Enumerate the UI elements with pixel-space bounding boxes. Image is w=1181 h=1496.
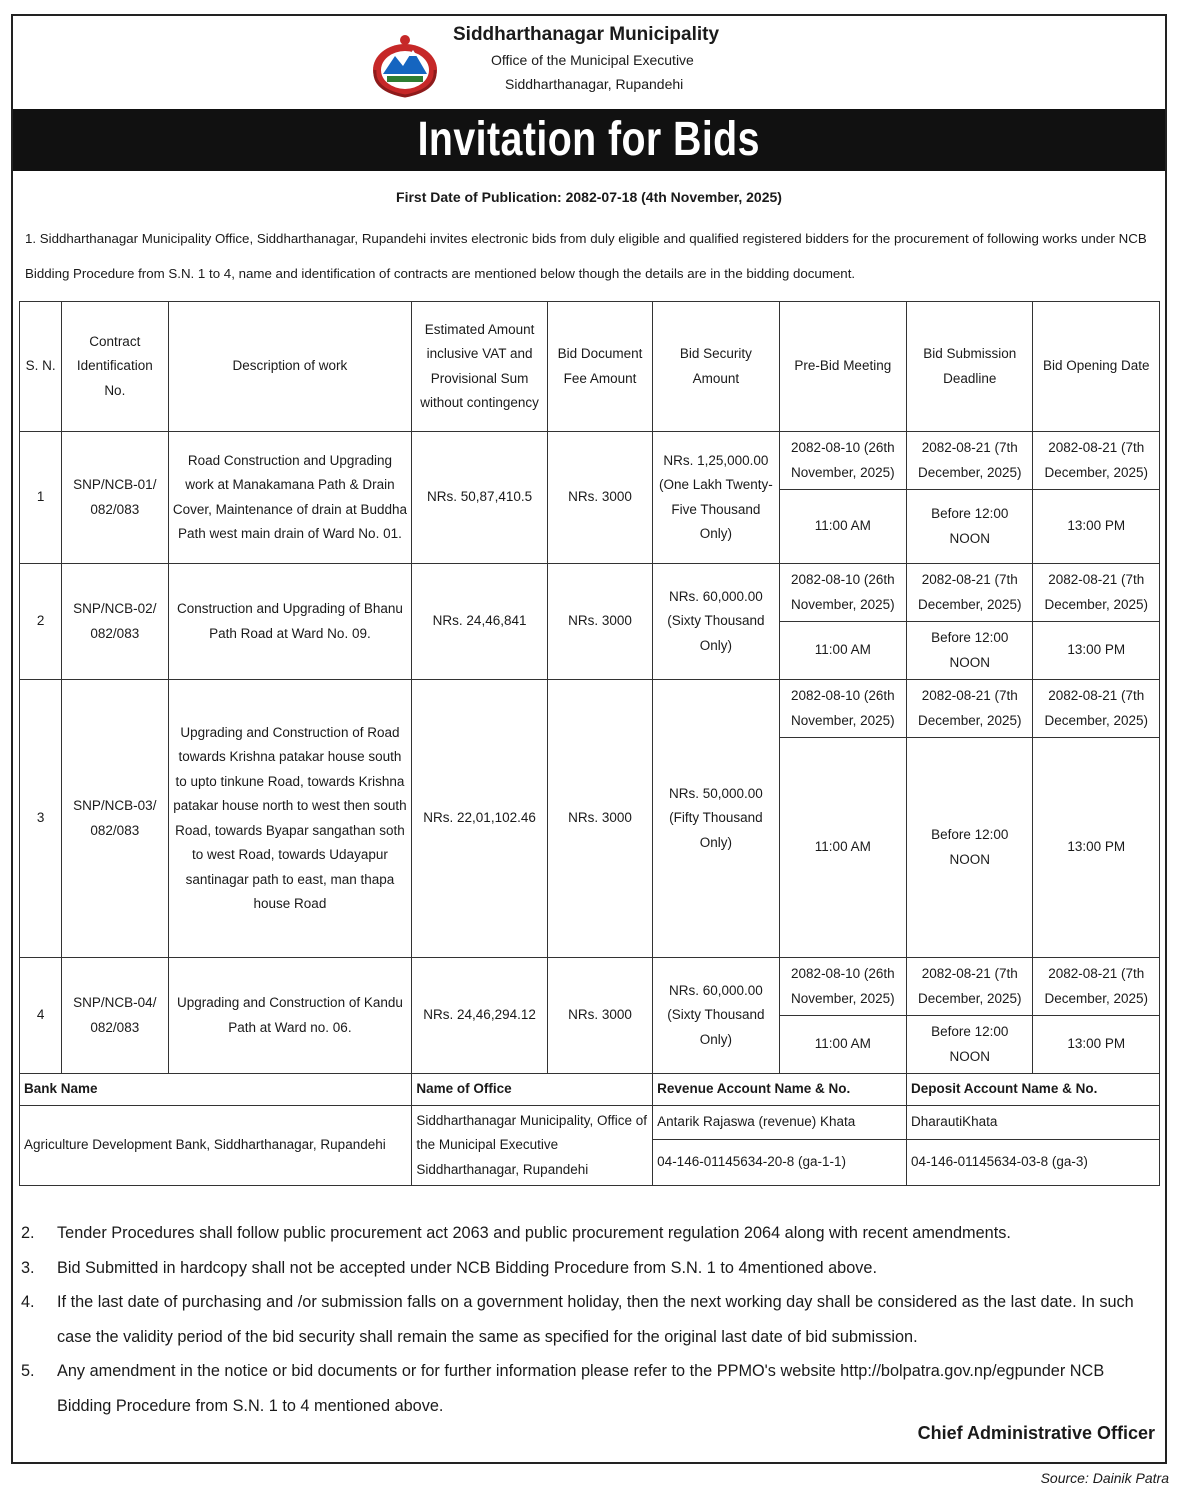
cell-description: Upgrading and Construction of Road towards Krishna patakar house south to upto tinkune Road, towards Krishna patakar house north to west then south Road, towards Byapar sangathan soth to west Road, towards Udayapur santinagar path to east, man thapa house Road [168,680,412,958]
source-credit: Source: Dainik Patra [1040,1470,1169,1486]
note-number: 4. [21,1293,35,1311]
col-header-sn: S. N. [20,302,62,432]
note-text: Bid Submitted in hardcopy shall not be accepted under NCB Bidding Procedure from S.N. 1 to 4mentioned above. [57,1258,877,1277]
cell-prebid-date: 2082-08-10 (26th November, 2025) [779,432,906,490]
cell-prebid-date: 2082-08-10 (26th November, 2025) [779,564,906,622]
cell-deadline-date: 2082-08-21 (7th December, 2025) [907,958,1033,1016]
list-item [21,1285,1161,1354]
bids-table [19,301,1160,1186]
col-header-fee: Bid Document Fee Amount [547,302,652,432]
table-row [20,432,1160,490]
bank-name-header: Bank Name [20,1074,412,1106]
col-header-deadline: Bid Submission Deadline [907,302,1033,432]
revenue-account-name: Antarik Rajaswa (revenue) Khata [653,1106,907,1140]
deposit-account-no: 04-146-01145634-03-8 (ga-3) [907,1140,1160,1186]
deposit-account-name: DharautiKhata [907,1106,1160,1140]
revenue-account-no: 04-146-01145634-20-8 (ga-1-1) [653,1140,907,1186]
note-number: 5. [21,1362,35,1380]
cell-contract: SNP/NCB-03/ 082/083 [62,680,168,958]
intro-paragraph: 1. Siddharthanagar Municipality Office, Siddharthanagar, Rupandehi invites electronic bids from duly eligible and qualified registered bidders for the procurement of following works under NCB Bidding Procedure from S.N. 1 to 4, name and identification of contracts are mentioned below though the details are in the bidding document. [25,231,1147,281]
cell-opening-date: 2082-08-21 (7th December, 2025) [1033,958,1160,1016]
cell-prebid-time: 11:00 AM [779,738,906,958]
cell-amount: NRs. 24,46,841 [412,564,547,680]
note-text: Tender Procedures shall follow public procurement act 2063 and public procurement regulation 2064 along with recent amendments. [57,1224,1011,1242]
cell-prebid-time: 11:00 AM [779,1016,906,1074]
cell-opening-date: 2082-08-21 (7th December, 2025) [1033,564,1160,622]
cell-contract: SNP/NCB-02/ 082/083 [62,564,168,680]
cell-description: Upgrading and Construction of Kandu Path at Ward no. 06. [168,958,412,1074]
note-number: 2. [21,1224,35,1242]
col-header-amount: Estimated Amount inclusive VAT and Provisional Sum without contingency [412,302,547,432]
cell-security: NRs. 50,000.00 (Fifty Thousand Only) [653,680,779,958]
publication-date: First Date of Publication: 2082-07-18 (4th November, 2025) [396,189,782,205]
signature: Chief Administrative Officer [917,1423,1155,1443]
cell-description: Construction and Upgrading of Bhanu Path Road at Ward No. 09. [168,564,412,680]
cell-deadline-date: 2082-08-21 (7th December, 2025) [907,564,1033,622]
cell-sn: 3 [20,680,62,958]
table-row [20,564,1160,622]
cell-deadline-time: Before 12:00 NOON [907,738,1033,958]
header [13,16,1165,108]
cell-opening-time: 13:00 PM [1033,622,1160,680]
cell-amount: NRs. 24,46,294.12 [412,958,547,1074]
table-row [20,680,1160,738]
title-band [13,109,1165,171]
cell-security: NRs. 1,25,000.00 (One Lakh Twenty-Five Thousand Only) [653,432,779,564]
office-name-header: Name of Office [412,1074,653,1106]
cell-contract: SNP/NCB-04/ 082/083 [62,958,168,1074]
table-header-row [20,302,1160,432]
cell-deadline-time: Before 12:00 NOON [907,1016,1033,1074]
note-text: If the last date of purchasing and /or submission falls on a government holiday, then the next working day shall be considered as the last date. In such case the validity period of the bid security shall remain the same as specified for the original last date of bid submission. [57,1293,1134,1346]
cell-security: NRs. 60,000.00 (Sixty Thousand Only) [653,564,779,680]
deposit-account-header: Deposit Account Name & No. [907,1074,1160,1106]
list-item [21,1216,1161,1251]
cell-opening-time: 13:00 PM [1033,490,1160,564]
cell-deadline-time: Before 12:00 NOON [907,622,1033,680]
cell-sn: 2 [20,564,62,680]
cell-deadline-date: 2082-08-21 (7th December, 2025) [907,432,1033,490]
cell-sn: 4 [20,958,62,1074]
list-item [21,1251,1161,1286]
revenue-account-header: Revenue Account Name & No. [653,1074,907,1106]
notes-list [21,1216,1161,1423]
col-header-opening: Bid Opening Date [1033,302,1160,432]
cell-description: Road Construction and Upgrading work at Manakamana Path & Drain Cover, Maintenance of drain at Buddha Path west main drain of Ward No. 01. [168,432,412,564]
cell-fee: NRs. 3000 [547,958,652,1074]
cell-prebid-date: 2082-08-10 (26th November, 2025) [779,680,906,738]
municipality-name: Siddharthanagar Municipality [453,24,720,45]
cell-security: NRs. 60,000.00 (Sixty Thousand Only) [653,958,779,1074]
cell-opening-date: 2082-08-21 (7th December, 2025) [1033,680,1160,738]
office-name-value: Siddharthanagar Municipality, Office of the Municipal Executive Siddharthanagar, Rupandehi [412,1106,653,1186]
cell-opening-date: 2082-08-21 (7th December, 2025) [1033,432,1160,490]
cell-opening-time: 13:00 PM [1033,738,1160,958]
office-name: Office of the Municipal Executive [491,52,694,68]
col-header-contract: Contract Identification No. [62,302,168,432]
nepal-emblem-icon [369,30,441,100]
cell-fee: NRs. 3000 [547,680,652,958]
cell-fee: NRs. 3000 [547,432,652,564]
col-header-security: Bid Security Amount [653,302,779,432]
list-item [21,1354,1161,1423]
bank-name: Agriculture Development Bank, Siddharthanagar, Rupandehi [20,1106,412,1186]
cell-prebid-date: 2082-08-10 (26th November, 2025) [779,958,906,1016]
col-header-prebid: Pre-Bid Meeting [779,302,906,432]
page-title: Invitation for Bids [417,113,761,166]
cell-prebid-time: 11:00 AM [779,622,906,680]
cell-opening-time: 13:00 PM [1033,1016,1160,1074]
note-number: 3. [21,1258,35,1277]
table-row [20,958,1160,1016]
cell-contract: SNP/NCB-01/ 082/083 [62,432,168,564]
bank-row [20,1106,1160,1140]
office-place: Siddharthanagar, Rupandehi [505,76,684,92]
cell-deadline-date: 2082-08-21 (7th December, 2025) [907,680,1033,738]
notice-frame [11,14,1167,1464]
cell-prebid-time: 11:00 AM [779,490,906,564]
note-text: Any amendment in the notice or bid documents or for further information please refer to the PPMO's website http://bolpatra.gov.np/egpunder NCB Bidding Procedure from S.N. 1 to 4 mentioned above. [57,1362,1105,1415]
col-header-description: Description of work [168,302,412,432]
cell-amount: NRs. 22,01,102.46 [412,680,547,958]
cell-sn: 1 [20,432,62,564]
cell-deadline-time: Before 12:00 NOON [907,490,1033,564]
cell-fee: NRs. 3000 [547,564,652,680]
cell-amount: NRs. 50,87,410.5 [412,432,547,564]
bank-header-row [20,1074,1160,1106]
